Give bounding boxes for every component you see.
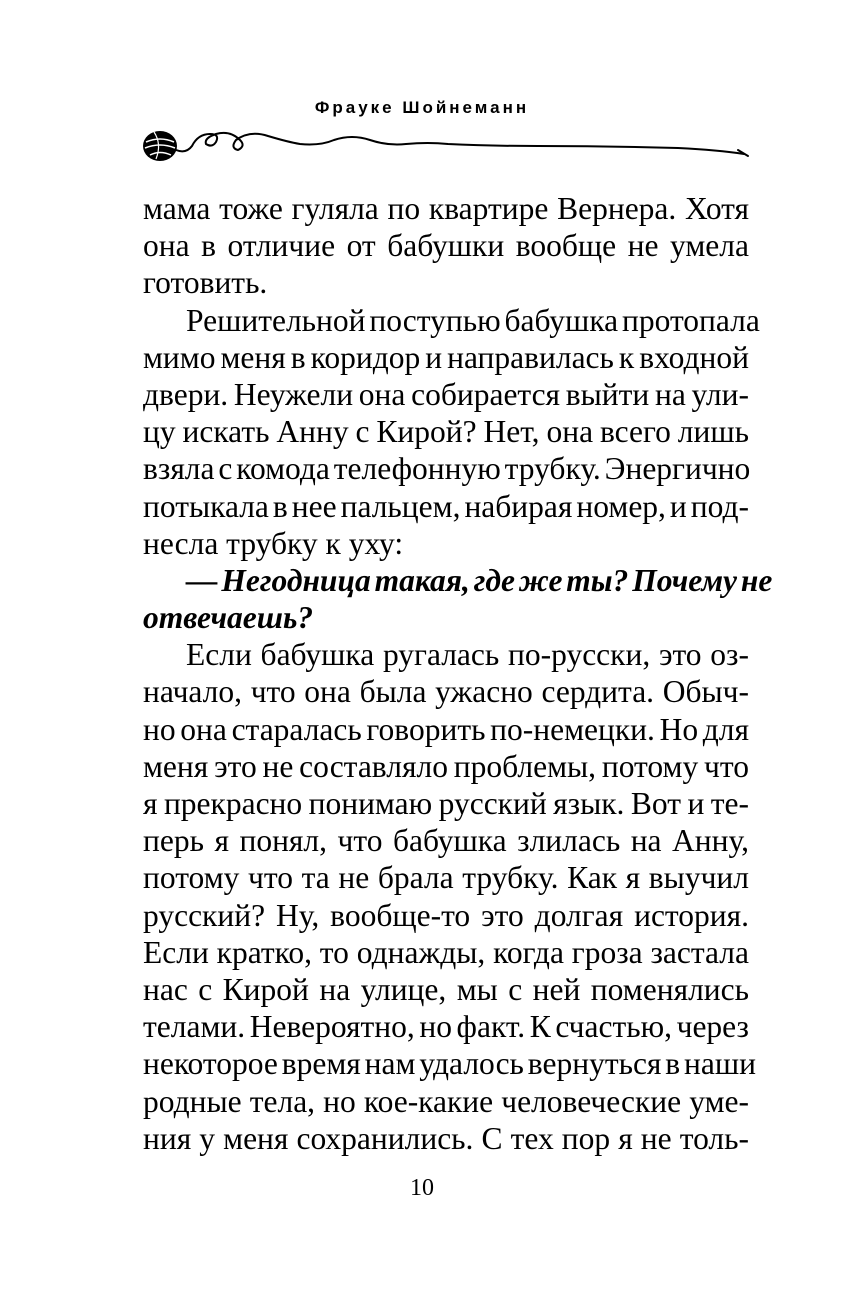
text-line: нас с Кирой на улице, мы с ней поменялись [143,971,749,1007]
text-line: взяла с комода телефонную трубку. Энергично [143,451,751,487]
text-line: начало, что она была ужасно сердита. Обыч- [143,674,749,710]
text-line: Если кратко, то однажды, когда гроза застала [143,934,749,970]
text-line: готовить. [143,265,268,301]
page-number: 10 [410,1175,434,1201]
text-line: она в отличие от бабушки вообще не умела [143,228,749,264]
running-header: Фрауке Шойнеманн [314,98,530,117]
text-line: телами. Невероятно, но факт. К счастью, через [143,1009,749,1045]
text-line: перь я понял, что бабушка злилась на Анну, [143,823,749,859]
text-line: Решительной поступью бабушка протопала [186,302,760,338]
text-line: Если бабушка ругалась по-русски, это оз- [186,637,749,673]
text-line: цу искать Анну с Кирой? Нет, она всего лишь [143,414,749,450]
text-line: я прекрасно понимаю русский язык. Вот и те- [143,786,749,821]
text-line: несла трубку к уху: [143,525,404,561]
text-line: мама тоже гуляла по квартире Вернера. Хотя [143,191,749,226]
text-line: потому что та не брала трубку. Как я выучил [143,860,749,896]
text-line: двери. Неужели она собирается выйти на ули- [143,376,749,412]
text-line: потыкала в нее пальцем, набирая номер, и под- [143,488,749,524]
text-line: — Негодница такая, где же ты? Почему не [186,562,773,598]
text-line: отвечаешь? [143,600,314,636]
text-line: русский? Ну, вообще-то это долгая история. [143,897,749,933]
body-text [143,190,773,1157]
text-line: ния у меня сохранились. С тех пор я не толь- [143,1120,749,1156]
text-line: мимо меня в коридор и направилась к входной [143,339,749,375]
text-line: некоторое время нам удалось вернуться в наши [143,1046,756,1082]
text-line: родные тела, но кое-какие человеческие уме- [143,1083,749,1119]
text-line: но она старалась говорить по-немецки. Но для [143,711,749,747]
text-line: меня это не составляло проблемы, потому что [143,748,749,784]
yarn-ball-thread-icon [138,120,758,170]
